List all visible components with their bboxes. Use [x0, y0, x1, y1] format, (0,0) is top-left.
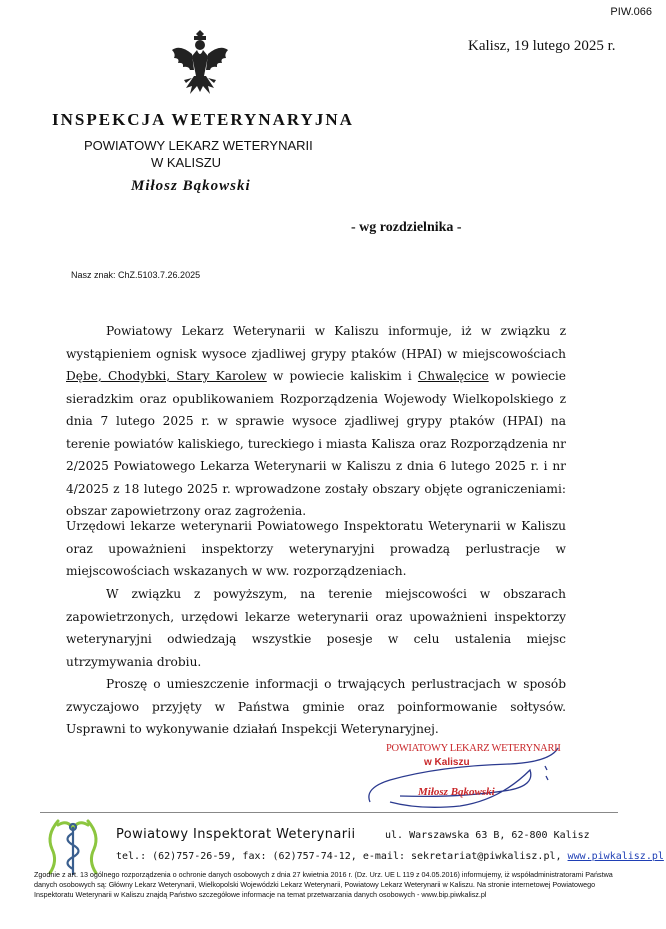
office-title-line2: W KALISZU [151, 155, 222, 170]
office-title-line1: POWIATOWY LEKARZ WETERYNARII [84, 138, 313, 153]
case-reference: Nasz znak: ChZ.5103.7.26.2025 [71, 270, 201, 280]
body-paragraph-3: W związku z powyższym, na terenie miejscowości w obszarach zapowietrzonych, urzędowi lekarze weterynarii oraz upoważnieni inspektorzy weterynaryjni odwiedzają wszystkie posesje w celu ustalenia miejsc utrzymywania drobiu. [66, 587, 566, 669]
veterinary-caduceus-logo-icon [38, 815, 108, 877]
body-paragraph-1: Powiatowy Lekarz Weterynarii w Kaliszu informuje, iż w związku z wystąpieniem ognisk wysoce zjadliwej grypy ptaków (HPAI) w miejscowościach Dębe, Chodybki, Stary Karolew w powiecie kaliskim i Chwalęcice w powiecie sieradzkim oraz opublikowaniem Rozporządzenia Wojewody Wielkopolskiego z dnia 7 lutego 2025 r. w sprawie wysoce zjadliwej grypy ptaków (HPAI) na terenie powiatów kaliskiego, tureckiego i miasta Kalisza oraz Rozporządzenia nr 2/2025 Powiatowego Lekarza Weterynarii w Kaliszu z dnia 6 lutego 2025 r. i nr 4/2025 z 18 lutego 2025 r. wprowadzone zostały obszary objęte ograniczeniami: obszar zapowietrzony oraz zagrożenia. [66, 324, 566, 518]
stamp-location: w Kaliszu [424, 757, 470, 768]
document-reference-code: PIW.066 [610, 6, 652, 18]
body-paragraph-2: Urzędowi lekarze weterynarii Powiatowego Inspektoratu Weterynarii w Kaliszu oraz upoważnieni inspektorzy weterynaryjni prowadzą perlustracje w miejscowościach wskazanych w ww. rozporządzeniach. [66, 519, 566, 578]
stamp-name: Miłosz Bąkowski [418, 786, 495, 798]
gdpr-notice: Zgodnie z art. 13 ogólnego rozporządzenia o ochronie danych osobowych z dnia 27 kwietnia 2016 r. (Dz. Urz. UE L 119 z 04.05.2016) informujemy, iż współadministratorami Państwa danych osobowych są: Główny Lekarz Weterynarii, Wielkopolski Wojewódzki Lekarz Weterynarii, Powiatowy Lekarz Weterynarii w Kaliszu. Na stronie internetowej Powiatowego Inspektoratu Weterynarii w Kaliszu znajdą Państwo szczegółowe informacje na temat przetwarzania danych osobowych - www.bip.piwkalisz.pl [34, 870, 613, 899]
website-link[interactable]: www.piwkalisz.pl [567, 851, 664, 862]
stamp-title: POWIATOWY LEKARZ WETERYNARII [386, 743, 561, 754]
footer-contact: tel.: (62)757-26-59, fax: (62)757-74-12, e-mail: sekretariat@piwkalisz.pl, www.piwkalisz.pl [116, 851, 664, 862]
body-paragraph-4: Proszę o umieszczenie informacji o trwających perlustracjach w sposób zwyczajowo przyjęty w Państwa gminie oraz poinformowanie sołtysów. Usprawni to wykonywanie działań Inspekcji Weterynaryjnej. [66, 677, 566, 736]
footer-organization: Powiatowy Inspektorat Weterynarii [116, 827, 356, 842]
footer-divider [40, 812, 618, 813]
polish-eagle-emblem-icon [170, 30, 230, 102]
distribution-note: - wg rozdzielnika - [351, 220, 462, 235]
official-name: Miłosz Bąkowski [131, 178, 251, 194]
footer-address: ul. Warszawska 63 B, 62-800 Kalisz [385, 830, 590, 841]
letter-date: Kalisz, 19 lutego 2025 r. [468, 38, 616, 54]
outbreak-location-2: Chwalęcice [417, 369, 489, 383]
outbreak-locations: Dębe, Chodybki, Stary Karolew [66, 369, 267, 383]
institution-name: INSPEKCJA WETERYNARYJNA [52, 110, 354, 129]
